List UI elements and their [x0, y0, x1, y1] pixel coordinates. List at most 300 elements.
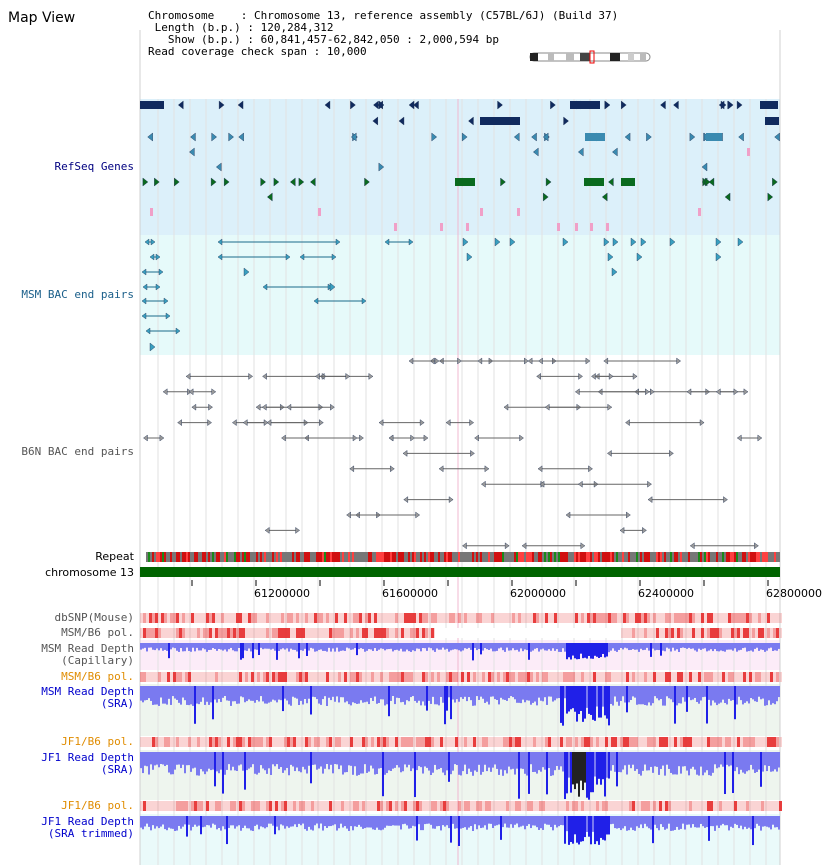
- repeat-segment: [404, 552, 406, 562]
- pol-cell: [398, 801, 401, 811]
- pol-cell: [704, 801, 707, 811]
- snp-cell: [488, 613, 491, 623]
- pol-cell: [278, 801, 281, 811]
- depth-bar-cap: [778, 643, 780, 649]
- pol-cell: [260, 672, 263, 682]
- pol-cell: [284, 737, 287, 747]
- snp-cell: [587, 613, 590, 623]
- snp-cell: [323, 613, 326, 623]
- depth-bar-trim: [416, 816, 418, 841]
- snp-cell: [278, 613, 281, 623]
- depth-bar-msm: [312, 686, 314, 697]
- depth-bar-trim: [642, 816, 644, 828]
- pol-cell: [734, 672, 737, 682]
- pol-cell: [413, 628, 416, 638]
- pol-cell: [206, 737, 209, 747]
- feature-arrow: [463, 543, 467, 549]
- repeat-segment: [344, 552, 346, 562]
- repeat-segment: [250, 552, 252, 562]
- depth-bar-jf1: [218, 752, 220, 773]
- pol-cell: [638, 737, 641, 747]
- depth-bar-msm: [300, 686, 302, 701]
- depth-bar-trim: [430, 816, 432, 825]
- snp-cell: [521, 613, 524, 623]
- pol-cell: [677, 801, 680, 811]
- depth-bar-jf1: [714, 752, 716, 764]
- depth-bar-msm: [714, 686, 716, 703]
- depth-bar-jf1: [248, 752, 250, 769]
- pol-cell: [260, 801, 263, 811]
- depth-bar-cap: [498, 643, 500, 648]
- snp-cell: [308, 613, 311, 623]
- depth-bar-jf1: [204, 752, 206, 774]
- depth-bar-trim: [588, 816, 590, 837]
- depth-bar-jf1: [310, 752, 312, 783]
- depth-bar-cap: [590, 643, 592, 659]
- snp-cell: [470, 613, 473, 623]
- repeat-segment: [156, 552, 158, 562]
- repeat-segment: [364, 552, 366, 562]
- snp-cell: [380, 613, 383, 623]
- pol-cell: [188, 737, 191, 747]
- depth-bar-jf1: [586, 752, 588, 798]
- repeat-segment: [296, 552, 298, 562]
- feature-arrow: [389, 435, 393, 441]
- depth-bar-trim: [162, 816, 164, 824]
- depth-bar-trim: [332, 816, 334, 825]
- depth-bar-trim: [540, 816, 542, 828]
- pol-cell: [755, 801, 758, 811]
- pol-cell: [647, 737, 650, 747]
- depth-bar-jf1: [378, 752, 380, 769]
- depth-bar-cap: [408, 643, 410, 651]
- depth-bar-trim: [660, 816, 662, 824]
- depth-bar-msm: [676, 686, 678, 705]
- depth-bar-jf1: [372, 752, 374, 769]
- repeat-segment: [366, 552, 368, 562]
- repeat-segment: [642, 552, 644, 562]
- repeat-segment: [276, 552, 278, 562]
- pol-cell: [236, 672, 239, 682]
- snp-cell: [314, 613, 317, 623]
- pol-cell: [221, 628, 224, 638]
- depth-bar-cap: [316, 643, 318, 651]
- depth-bar-msm: [734, 686, 736, 719]
- pol-cell: [779, 737, 782, 747]
- depth-bar-jf1: [584, 752, 586, 783]
- pol-cell: [419, 672, 422, 682]
- depth-bar-msm: [272, 686, 274, 700]
- depth-bar-msm: [496, 686, 498, 700]
- pol-cell: [182, 628, 185, 638]
- feature-arrow: [379, 420, 383, 426]
- snp-cell: [404, 613, 407, 623]
- pol-cell: [443, 737, 446, 747]
- depth-bar-trim: [508, 816, 510, 828]
- depth-bar-jf1: [386, 752, 388, 773]
- depth-bar-msm: [218, 686, 220, 699]
- pol-cell: [272, 801, 275, 811]
- pol-cell: [233, 801, 236, 811]
- depth-bar-jf1: [426, 752, 428, 768]
- depth-bar-msm: [144, 686, 146, 700]
- depth-bar-cap: [504, 643, 506, 652]
- snp-cell: [254, 613, 257, 623]
- depth-bar-cap: [356, 643, 358, 655]
- track-label-refseq[interactable]: RefSeq Genes: [54, 160, 134, 173]
- depth-bar-msm: [486, 686, 488, 702]
- pol-cell: [251, 737, 254, 747]
- pol-cell: [194, 801, 197, 811]
- pol-cell: [572, 737, 575, 747]
- depth-bar-msm: [310, 686, 312, 714]
- depth-bar-msm: [698, 686, 700, 704]
- repeat-segment: [470, 552, 472, 562]
- pol-cell: [677, 737, 680, 747]
- depth-bar-cap: [398, 643, 400, 651]
- depth-bar-jf1: [292, 752, 294, 766]
- depth-bar-cap: [742, 643, 744, 648]
- depth-bar-cap: [502, 643, 504, 650]
- depth-bar-trim: [764, 816, 766, 826]
- depth-bar-trim: [196, 816, 198, 827]
- depth-bar-jf1: [278, 752, 280, 769]
- pol-cell: [494, 672, 497, 682]
- snp-cell: [548, 613, 551, 623]
- depth-bar-jf1: [154, 752, 156, 765]
- pol-cell: [638, 672, 641, 682]
- depth-bar-jf1: [210, 752, 212, 770]
- depth-bar-msm: [724, 686, 726, 703]
- depth-bar-cap: [432, 643, 434, 650]
- depth-bar-msm: [360, 686, 362, 700]
- repeat-segment: [170, 552, 172, 562]
- pol-cell: [335, 801, 338, 811]
- pol-cell: [335, 672, 338, 682]
- pol-cell: [743, 672, 746, 682]
- repeat-segment: [326, 552, 328, 562]
- pol-cell: [248, 672, 251, 682]
- repeat-segment: [666, 552, 668, 562]
- pol-cell: [158, 672, 161, 682]
- depth-bar-cap: [274, 643, 276, 651]
- repeat-segment: [332, 552, 334, 562]
- repeat-segment: [570, 552, 572, 562]
- feature-arrow: [690, 543, 694, 549]
- depth-bar-jf1: [692, 752, 694, 767]
- feature-arrow: [607, 450, 611, 456]
- depth-bar-msm: [260, 686, 262, 696]
- repeat-segment: [624, 552, 626, 562]
- depth-bar-jf1: [504, 752, 506, 770]
- depth-bar-msm: [652, 686, 654, 703]
- pol-cell: [329, 801, 332, 811]
- label-line: (SRA): [100, 697, 134, 710]
- feature-arrow: [435, 358, 439, 364]
- repeat-segment: [606, 552, 608, 562]
- pol-cell: [668, 737, 671, 747]
- depth-bar-msm: [388, 686, 390, 716]
- depth-bar-trim: [144, 816, 146, 826]
- snp-cell: [617, 613, 620, 623]
- repeat-segment: [428, 552, 430, 562]
- depth-bar-msm: [696, 686, 698, 702]
- depth-bar-trim: [318, 816, 320, 828]
- depth-bar-trim: [490, 816, 492, 824]
- depth-bar-trim: [482, 816, 484, 828]
- repeat-segment: [292, 552, 294, 562]
- depth-bar-trim: [174, 816, 176, 831]
- snp-cell: [608, 613, 611, 623]
- depth-bar-msm: [774, 686, 776, 704]
- depth-bar-cap: [366, 643, 368, 651]
- depth-bar-msm: [214, 686, 216, 700]
- pol-cell: [188, 628, 191, 638]
- depth-bar-trim: [280, 816, 282, 824]
- depth-bar-jf1: [688, 752, 690, 775]
- depth-bar-cap: [644, 643, 646, 650]
- depth-bar-jf1: [294, 752, 296, 771]
- depth-bar-trim: [774, 816, 776, 827]
- snp-cell: [140, 613, 143, 623]
- repeat-segment: [382, 552, 384, 562]
- depth-bar-msm: [244, 686, 246, 702]
- pol-cell: [191, 628, 194, 638]
- snp-cell: [161, 613, 164, 623]
- depth-bar-jf1: [676, 752, 678, 775]
- pol-cell: [632, 801, 635, 811]
- pol-cell: [632, 628, 635, 638]
- snp-cell: [485, 613, 488, 623]
- depth-bar-cap: [640, 643, 642, 649]
- repeat-segment: [242, 552, 244, 562]
- depth-bar-trim: [700, 816, 702, 824]
- depth-bar-cap: [412, 643, 414, 650]
- depth-bar-msm: [554, 686, 556, 700]
- depth-bar-jf1: [408, 752, 410, 765]
- depth-bar-msm: [766, 686, 768, 705]
- repeat-segment: [676, 552, 678, 562]
- pol-cell: [191, 672, 194, 682]
- repeat-segment: [430, 552, 432, 562]
- repeat-segment: [644, 552, 646, 562]
- depth-bar-msm: [392, 686, 394, 696]
- pol-cell: [740, 737, 743, 747]
- track-label-b6n-bac[interactable]: B6N BAC end pairs: [21, 445, 134, 458]
- repeat-segment: [680, 552, 682, 562]
- pol-cell: [440, 672, 443, 682]
- depth-bar-cap: [464, 643, 466, 648]
- depth-bar-jf1: [452, 752, 454, 771]
- pol-cell: [314, 672, 317, 682]
- repeat-segment: [232, 552, 234, 562]
- depth-bar-cap: [158, 643, 160, 650]
- pol-cell: [524, 801, 527, 811]
- repeat-segment: [222, 552, 224, 562]
- chromosome-value: Chromosome 13, reference assembly (C57BL/6J) (Build 37): [253, 9, 619, 22]
- depth-bar-cap: [548, 643, 550, 649]
- feature-arrow: [212, 389, 216, 395]
- pol-cell: [509, 737, 512, 747]
- pol-cell: [596, 672, 599, 682]
- pol-cell: [167, 737, 170, 747]
- track-label-msm-bac[interactable]: MSM BAC end pairs: [21, 288, 134, 301]
- depth-bar-msm: [180, 686, 182, 705]
- depth-bar-trim: [244, 816, 246, 826]
- feature-arrow: [403, 450, 407, 456]
- pol-cell: [695, 801, 698, 811]
- depth-bar-trim: [722, 816, 724, 824]
- depth-bar-msm: [576, 686, 578, 722]
- depth-bar-trim: [140, 816, 142, 828]
- snp-cell: [569, 613, 572, 623]
- snp-cell: [329, 613, 332, 623]
- depth-bar-msm: [776, 686, 778, 701]
- pol-cell: [299, 672, 302, 682]
- depth-bar-trim: [410, 816, 412, 828]
- depth-bar-cap: [344, 643, 346, 651]
- repeat-segment: [330, 552, 332, 562]
- snp-cell: [536, 613, 539, 623]
- pol-cell: [377, 672, 380, 682]
- pol-cell: [368, 801, 371, 811]
- pol-cell: [365, 737, 368, 747]
- depth-bar-cap: [472, 643, 474, 660]
- depth-bar-cap: [578, 643, 580, 659]
- feature-arrow: [178, 420, 182, 426]
- snp-cell: [755, 613, 758, 623]
- depth-bar-cap: [300, 643, 302, 650]
- depth-bar-jf1: [552, 752, 554, 775]
- depth-bar-msm: [376, 686, 378, 704]
- depth-bar-cap: [318, 643, 320, 650]
- repeat-segment: [246, 552, 248, 562]
- pol-cell: [746, 737, 749, 747]
- depth-bar-trim: [560, 816, 562, 825]
- depth-bar-trim: [278, 816, 280, 830]
- depth-bar-msm: [226, 686, 228, 700]
- depth-bar-cap: [456, 643, 458, 649]
- depth-bar-cap: [400, 643, 402, 649]
- depth-bar-jf1: [434, 752, 436, 765]
- pol-cell: [560, 801, 563, 811]
- pol-cell: [665, 672, 668, 682]
- pol-cell: [653, 672, 656, 682]
- snp-cell: [341, 613, 344, 623]
- pol-cell: [155, 672, 158, 682]
- repeat-segment: [626, 552, 628, 562]
- repeat-segment: [456, 552, 458, 562]
- feature-arrow: [475, 435, 479, 441]
- depth-bar-cap: [594, 643, 596, 656]
- snp-cell: [482, 613, 485, 623]
- snp-cell: [467, 613, 470, 623]
- depth-bar-trim: [436, 816, 438, 826]
- depth-bar-trim: [520, 816, 522, 826]
- pol-cell: [503, 801, 506, 811]
- repeat-segment: [564, 552, 566, 562]
- depth-bar-trim: [758, 816, 760, 826]
- depth-bar-trim: [370, 816, 372, 828]
- repeat-segment: [636, 552, 638, 562]
- pol-cell: [152, 801, 155, 811]
- repeat-segment: [610, 552, 612, 562]
- depth-bar-trim: [262, 816, 264, 827]
- depth-bar-jf1: [682, 752, 684, 766]
- depth-bar-cap: [666, 643, 668, 648]
- depth-bar-trim: [246, 816, 248, 828]
- pol-cell: [155, 628, 158, 638]
- pol-cell: [638, 628, 641, 638]
- pol-cell: [344, 737, 347, 747]
- depth-bar-msm: [464, 686, 466, 697]
- depth-bar-cap: [462, 643, 464, 650]
- pol-cell: [341, 672, 344, 682]
- repeat-segment: [502, 552, 504, 562]
- depth-bar-msm: [208, 686, 210, 705]
- pol-cell: [479, 737, 482, 747]
- track-label-repeat: Repeat: [95, 550, 134, 563]
- depth-bar-cap: [186, 643, 188, 648]
- feature-arrow: [647, 481, 651, 487]
- depth-bar-jf1: [156, 752, 158, 765]
- pol-cell: [179, 801, 182, 811]
- pol-cell: [611, 672, 614, 682]
- pol-cell: [773, 801, 776, 811]
- pol-cell: [476, 737, 479, 747]
- depth-bar-cap: [566, 643, 568, 659]
- depth-bar-msm: [748, 686, 750, 703]
- pol-cell: [611, 737, 614, 747]
- pol-cell: [395, 801, 398, 811]
- depth-bar-jf1: [194, 752, 196, 768]
- pol-cell: [371, 672, 374, 682]
- depth-bar-jf1: [600, 752, 602, 785]
- pol-cell: [302, 801, 305, 811]
- depth-bar-msm: [420, 686, 422, 705]
- pol-cell: [152, 628, 155, 638]
- depth-bar-msm: [470, 686, 472, 700]
- depth-bar-cap: [150, 643, 152, 648]
- pol-cell: [290, 672, 293, 682]
- depth-bar-trim: [584, 816, 586, 837]
- repeat-segment: [206, 552, 208, 562]
- depth-bar-cap: [702, 643, 704, 649]
- depth-bar-jf1: [740, 752, 742, 770]
- depth-bar-cap: [670, 643, 672, 651]
- depth-bar-msm: [690, 686, 692, 700]
- repeat-segment: [324, 552, 326, 562]
- pol-cell: [446, 801, 449, 811]
- depth-bar-trim: [448, 816, 450, 828]
- repeat-segment: [374, 552, 376, 562]
- depth-bar-trim: [194, 816, 196, 825]
- depth-bar-msm: [646, 686, 648, 705]
- snp-cell: [473, 613, 476, 623]
- pol-cell: [278, 672, 281, 682]
- depth-bar-trim: [324, 816, 326, 826]
- depth-bar-cap: [652, 643, 654, 649]
- pol-cell: [779, 628, 782, 638]
- pol-cell: [614, 737, 617, 747]
- pol-cell: [368, 737, 371, 747]
- repeat-segment: [178, 552, 180, 562]
- depth-bar-msm: [572, 686, 574, 708]
- pol-cell: [224, 672, 227, 682]
- snp-cell: [455, 613, 458, 623]
- pol-cell: [188, 801, 191, 811]
- pol-cell: [296, 801, 299, 811]
